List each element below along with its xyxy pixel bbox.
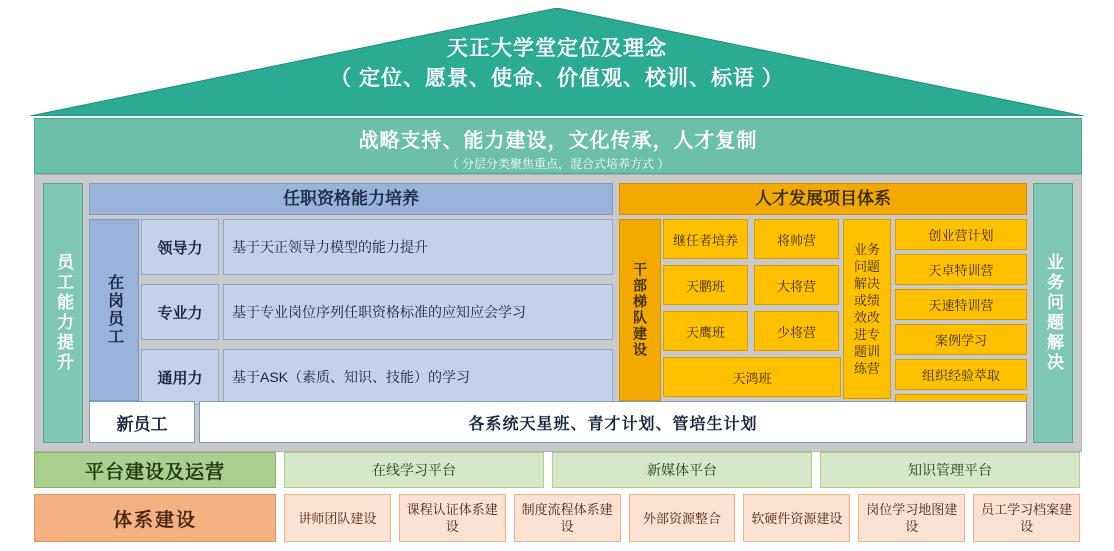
qualification-block bbox=[89, 183, 613, 399]
roof-shape bbox=[30, 8, 1084, 116]
new-employee-label: 新员工 bbox=[89, 401, 195, 443]
special-program-item: 案例学习 bbox=[895, 324, 1027, 355]
strategy-band-main: 战略支持、能力建设，文化传承，人才复制 bbox=[358, 130, 758, 152]
capability-item: 通用力 bbox=[141, 349, 219, 405]
platform-item: 在线学习平台 bbox=[284, 452, 544, 488]
special-program-stack bbox=[895, 219, 1027, 399]
cadre-program-row bbox=[663, 357, 839, 397]
qualification-body bbox=[89, 219, 613, 399]
cadre-program-cell: 将帅营 bbox=[754, 219, 839, 259]
special-program-item: 组织经验萃取 bbox=[895, 359, 1027, 390]
capability-item: 领导力 bbox=[141, 219, 219, 275]
capability-desc-column bbox=[223, 219, 613, 399]
roof-title-line2: （ 定位、愿景、使命、价值观、校训、标语 ） bbox=[330, 67, 784, 90]
cadre-program-row bbox=[663, 265, 839, 305]
side-business-problem: 业务问题解决 bbox=[1033, 183, 1073, 443]
system-item: 软硬件资源建设 bbox=[743, 494, 850, 542]
system-item: 岗位学习地图建设 bbox=[858, 494, 965, 542]
cadre-program-cell-wide: 天鸿班 bbox=[663, 357, 841, 397]
problem-solving-camp: 业务问题解决或绩效改进专题训练营 bbox=[843, 219, 891, 399]
capability-desc: 基于ASK（素质、知识、技能）的学习 bbox=[223, 349, 613, 405]
capability-item: 专业力 bbox=[141, 284, 219, 340]
system-row bbox=[34, 494, 1080, 542]
side-employee-capability: 员工能力提升 bbox=[43, 183, 83, 443]
special-program-item: 创业营计划 bbox=[895, 219, 1027, 250]
cadre-program-grid bbox=[663, 219, 839, 399]
talent-development-body bbox=[619, 219, 1027, 399]
cadre-program-cell: 少将营 bbox=[754, 311, 839, 351]
cadre-program-cell: 继任者培养 bbox=[663, 219, 748, 259]
platform-row bbox=[34, 452, 1080, 488]
body-container bbox=[34, 174, 1082, 452]
system-item: 员工学习档案建设 bbox=[973, 494, 1080, 542]
cadre-program-row bbox=[663, 311, 839, 351]
system-item: 制度流程体系建设 bbox=[514, 494, 621, 542]
roof-text-block bbox=[30, 34, 1084, 94]
platform-item: 新媒体平台 bbox=[552, 452, 812, 488]
new-employee-programs: 各系统天星班、青才计划、管培生计划 bbox=[199, 401, 1027, 443]
cadre-echelon-label: 干部梯队建设 bbox=[619, 219, 661, 401]
system-item: 外部资源整合 bbox=[629, 494, 736, 542]
system-item: 讲师团队建设 bbox=[284, 494, 391, 542]
special-program-item: 天卓特训营 bbox=[895, 254, 1027, 285]
platform-item: 知识管理平台 bbox=[820, 452, 1080, 488]
cadre-program-row bbox=[663, 219, 839, 259]
special-program-item: 天速特训营 bbox=[895, 289, 1027, 320]
capability-desc: 基于天正领导力模型的能力提升 bbox=[223, 219, 613, 275]
roof-title-line1: 天正大学堂定位及理念 bbox=[447, 37, 667, 60]
talent-development-title: 人才发展项目体系 bbox=[619, 183, 1027, 215]
strategy-band bbox=[34, 118, 1082, 174]
platform-label: 平台建设及运营 bbox=[34, 452, 276, 488]
strategy-band-sub: （ 分层分类聚焦重点，混合式培养方式 ） bbox=[446, 157, 670, 171]
cadre-program-cell: 天鹏班 bbox=[663, 265, 748, 305]
talent-development-block bbox=[619, 183, 1027, 399]
new-employee-row bbox=[89, 401, 1027, 441]
system-label: 体系建设 bbox=[34, 494, 276, 542]
center-container bbox=[89, 183, 1027, 441]
capability-desc: 基于专业岗位序列任职资格标准的应知应会学习 bbox=[223, 284, 613, 340]
capability-column bbox=[141, 219, 219, 399]
onjob-employee-label: 在岗员工 bbox=[89, 219, 139, 401]
qualification-title: 任职资格能力培养 bbox=[89, 183, 613, 215]
system-item: 课程认证体系建设 bbox=[399, 494, 506, 542]
cadre-program-cell: 天鹰班 bbox=[663, 311, 748, 351]
cadre-program-cell: 大将营 bbox=[754, 265, 839, 305]
